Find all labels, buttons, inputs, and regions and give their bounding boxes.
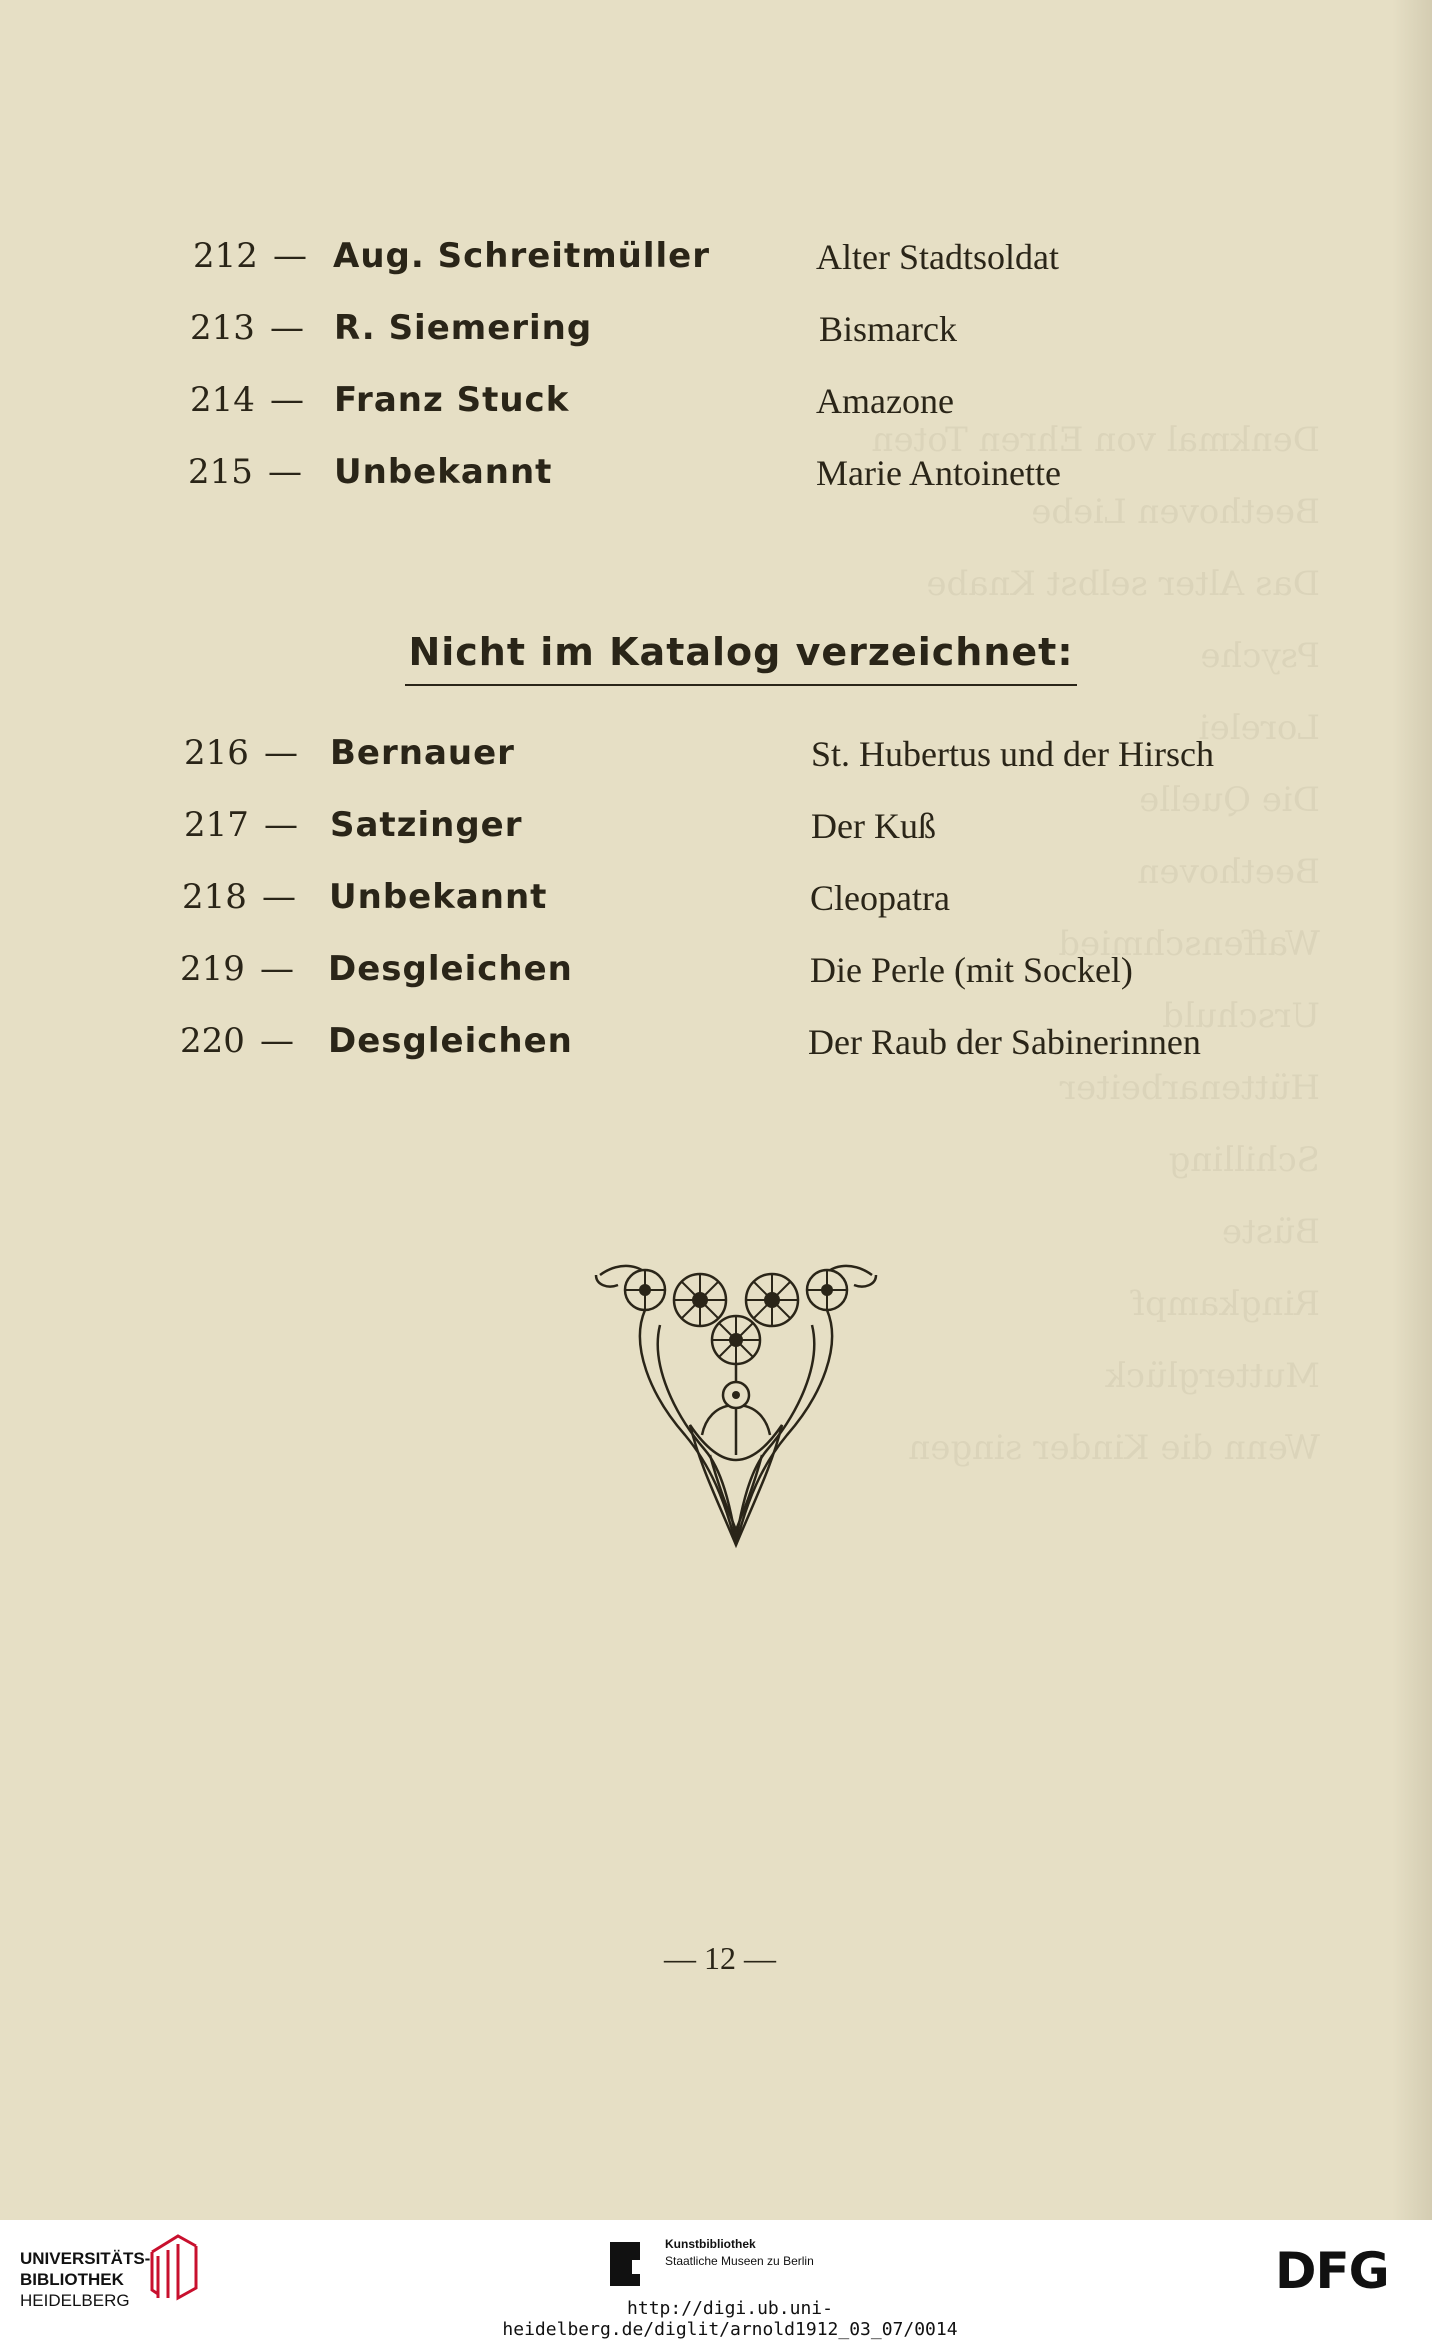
entry-number: 217 (184, 805, 249, 845)
entry-title: St. Hubertus und der Hirsch (811, 734, 1214, 774)
permalink-url[interactable]: http://digi.ub.uni-heidelberg.de/diglit/arnold1912_03_07/0014 (502, 2298, 958, 2340)
dfg-logo: DFG (1275, 2242, 1389, 2300)
entry-number: 213 (190, 308, 255, 348)
entry-artist: Desgleichen (328, 1021, 573, 1061)
entry-title: Die Perle (mit Sockel) (810, 950, 1133, 990)
bleed-through-texture: Denkmal von Ehren Toten Beethoven Liebe Das Alter selbst Knabe Psyche Lorelei Die Quelle Beethoven Waffenschmied Urschuld Hüttenarbeiter Schilling Büste Ringkampf Mutterglück Wenn die Kinder singen (871, 420, 1320, 1468)
catalog-entry (180, 949, 1310, 999)
entry-number: 216 (184, 733, 249, 773)
section-heading: Nicht im Katalog verzeichnet: (408, 630, 1074, 674)
entry-dash: — (262, 877, 296, 917)
library-line-1: UNIVERSITÄTS- (20, 2249, 151, 2268)
entry-artist: Aug. Schreitmüller (333, 236, 710, 276)
university-library-logo-icon (148, 2232, 200, 2302)
kunstbibliothek-logo-icon (610, 2242, 650, 2286)
entry-number: 215 (188, 452, 253, 492)
entry-artist: Unbekannt (334, 452, 553, 492)
floral-ornament-icon (590, 1255, 882, 1550)
heading-underline (405, 684, 1077, 686)
entry-dash: — (268, 452, 302, 492)
entry-artist: Satzinger (330, 805, 523, 845)
catalog-entry (190, 380, 1190, 430)
page-number: — 12 — (664, 1940, 776, 1976)
library-line-3: HEIDELBERG (20, 2291, 130, 2310)
catalog-entry (193, 236, 1193, 286)
kunstbibliothek-name: Kunstbibliothek (665, 2237, 756, 2251)
entry-number: 212 (193, 236, 258, 276)
entry-title: Der Raub der Sabinerinnen (808, 1022, 1201, 1062)
catalog-entry (182, 877, 1312, 927)
library-line-2: BIBLIOTHEK (20, 2270, 124, 2289)
entry-number: 218 (182, 877, 247, 917)
entry-artist: R. Siemering (334, 308, 593, 348)
entry-title: Alter Stadtsoldat (816, 237, 1059, 277)
entry-title: Der Kuß (811, 806, 936, 846)
university-library-label (20, 2248, 150, 2311)
page-edge-shadow (1392, 0, 1432, 2220)
entry-artist: Unbekannt (329, 877, 548, 917)
kunstbibliothek-label (665, 2236, 814, 2270)
catalog-entry (188, 452, 1188, 502)
kunstbibliothek-sub: Staatliche Museen zu Berlin (665, 2254, 814, 2268)
entry-dash: — (260, 1021, 294, 1061)
entry-title: Marie Antoinette (816, 453, 1061, 493)
catalog-entry (184, 805, 1314, 855)
catalog-entry (190, 308, 1190, 358)
entry-dash: — (264, 805, 298, 845)
entry-number: 219 (180, 949, 245, 989)
entry-dash: — (260, 949, 294, 989)
catalog-entry (184, 733, 1314, 783)
entry-number: 214 (190, 380, 255, 420)
entry-artist: Franz Stuck (334, 380, 570, 420)
entry-title: Bismarck (819, 309, 957, 349)
entry-dash: — (264, 733, 298, 773)
footer-bar (0, 2220, 1432, 2340)
entry-number: 220 (180, 1021, 245, 1061)
entry-dash: — (273, 236, 307, 276)
entry-dash: — (270, 308, 304, 348)
catalog-entry (180, 1021, 1310, 1071)
entry-dash: — (270, 380, 304, 420)
entry-title: Cleopatra (810, 878, 950, 918)
entry-title: Amazone (816, 381, 954, 421)
entry-artist: Desgleichen (328, 949, 573, 989)
entry-artist: Bernauer (330, 733, 515, 773)
